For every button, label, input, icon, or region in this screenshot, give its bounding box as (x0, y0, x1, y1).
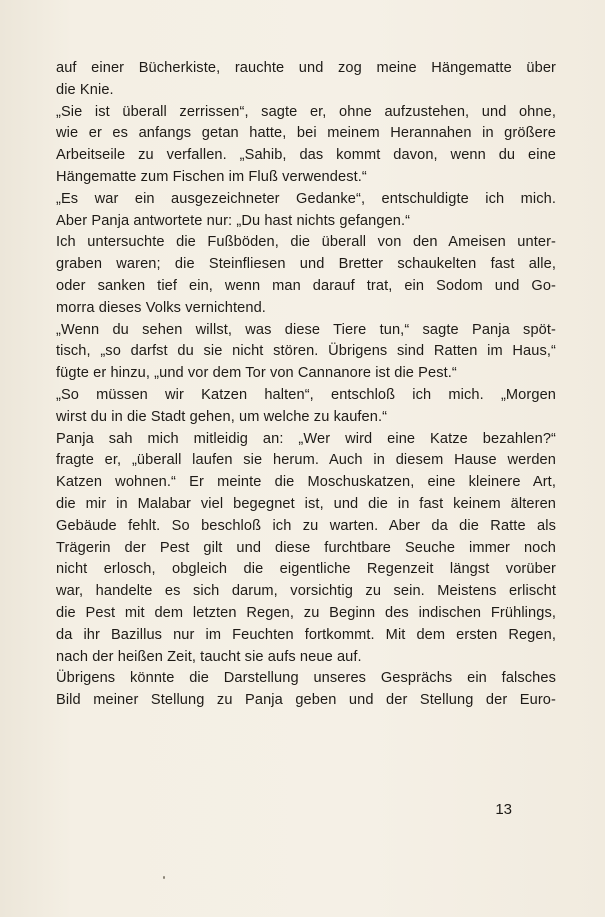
text-line: morra dieses Volks vernichtend. (56, 299, 266, 316)
text-line: die Knie. (56, 81, 114, 98)
text-line: die Pest mit dem letzten Regen, zu Beginn des indischen Frühlings, (56, 604, 556, 621)
text-line: Übrigens könnte die Darstellung unseres Gesprächs ein falsches (56, 670, 556, 687)
text-line: „Sie ist überall zerrissen“, sagte er, ohne aufzustehen, und ohne, (56, 103, 556, 120)
text-line: oder sanken tief ein, wenn man darauf trat, ein Sodom und Go- (56, 277, 556, 294)
text-line: auf einer Bücherkiste, rauchte und zog meine Hängematte über (56, 60, 556, 76)
text-line: wie er es anfangs getan hatte, bei meinem Herannahen in größere (56, 125, 556, 142)
text-line: tisch, „so darfst du sie nicht stören. Übrigens sind Ratten im Haus,“ (56, 343, 556, 360)
text-line: nicht erlosch, obgleich die eigentliche Regenzeit längst vorüber (56, 561, 556, 578)
text-line: wirst du in die Stadt gehen, um welche zu kaufen.“ (56, 408, 388, 425)
text-line: graben waren; die Steinfliesen und Bretter schaukelten fast alle, (56, 256, 556, 273)
page-number: 13 (495, 801, 512, 818)
text-line: „Es war ein ausgezeichneter Gedanke“, entschuldigte ich mich. (56, 190, 556, 207)
text-line: fragte er, „überall laufen sie herum. Auch in diesem Hause werden (56, 452, 556, 469)
text-line: Bild meiner Stellung zu Panja geben und der Stellung der Euro- (56, 692, 556, 709)
text-line: Katzen wohnen.“ Er meinte die Moschuskatzen, eine kleinere Art, (56, 474, 556, 491)
text-line: die mir in Malabar viel begegnet ist, und die in fast keinem älteren (56, 495, 556, 512)
text-line: „So müssen wir Katzen halten“, entschloß ich mich. „Morgen (56, 386, 556, 403)
text-line: war, handelte es sich darum, vorsichtig zu sein. Meistens erlischt (56, 583, 556, 600)
text-line: Aber Panja antwortete nur: „Du hast nichts gefangen.“ (56, 212, 411, 229)
paper-speck (163, 876, 165, 879)
text-line: da ihr Bazillus nur im Feuchten fortkommt. Mit dem ersten Regen, (56, 626, 556, 643)
body-text (56, 58, 556, 712)
text-line: Arbeitseile zu verfallen. „Sahib, das kommt davon, wenn du eine (56, 147, 556, 164)
text-line: Panja sah mich mitleidig an: „Wer wird eine Katze bezahlen?“ (56, 430, 556, 447)
text-line: fügte er hinzu, „und vor dem Tor von Cannanore ist die Pest.“ (56, 365, 457, 382)
text-line: „Wenn du sehen willst, was diese Tiere tun,“ sagte Panja spöt- (56, 321, 556, 338)
text-line: nach der heißen Zeit, taucht sie aufs neue auf. (56, 648, 362, 665)
text-line: Hängematte zum Fischen im Fluß verwendest.“ (56, 168, 367, 185)
text-line: Trägerin der Pest gilt und diese furchtbare Seuche immer noch (56, 539, 556, 556)
text-line: Gebäude fehlt. So beschloß ich zu warten. Aber da die Ratte als (56, 517, 556, 534)
text-line: Ich untersuchte die Fußböden, die überall von den Ameisen unter- (56, 234, 556, 251)
